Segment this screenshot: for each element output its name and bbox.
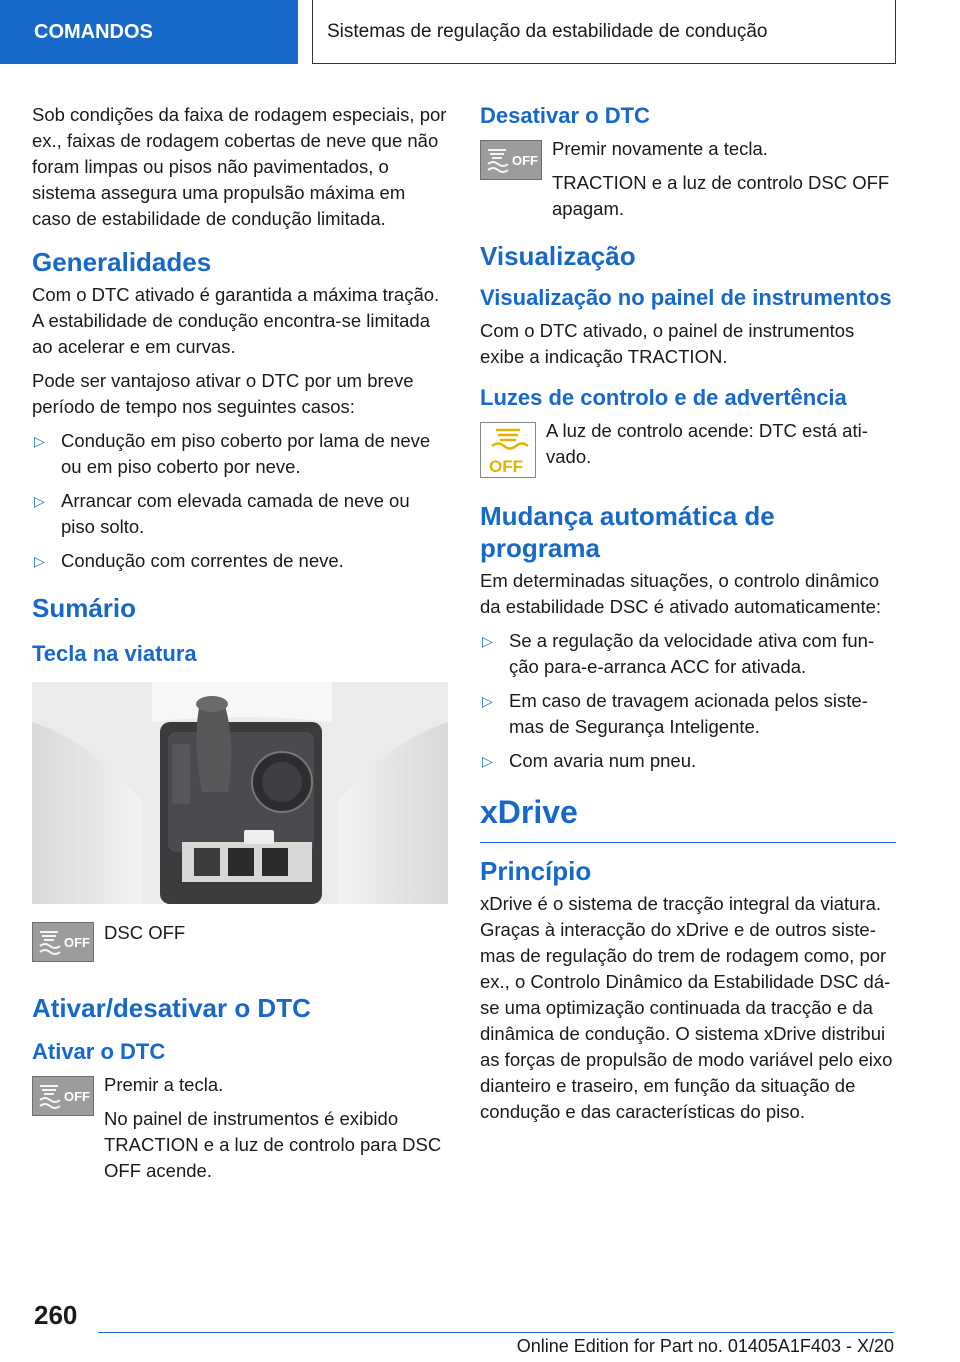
svg-text:OFF: OFF (64, 935, 90, 950)
right-column (480, 102, 896, 1133)
ativar-step-2: No painel de instrumentos é exibido TRACTION e a luz de controlo para DSC OFF acende. (104, 1108, 442, 1181)
footer-divider (98, 1332, 894, 1333)
list-item: ▷ Se a regulação da velocidade ativa com função para-e-arranca ACC for ativada. (482, 630, 875, 677)
heading-visualizacao: Visualização (480, 241, 636, 271)
list-item: ▷ Em caso de travagem acionada pelos sistemas de Segurança Inteligente. (482, 690, 868, 737)
principio-paragraph: xDrive é o sistema de tracção integral da viatura. Graças à interacção do xDrive e de outros sistemas de regulação do trem de rodagem como, por ex., o Controlo Dinâmico da Estabilidade DSC dá-se uma optimização continuada da tracção e da dinâmica de condução. O sistema xDrive distribui as forças de propulsão de modo variável pelo eixo dianteiro e traseiro, em função da situação de condução e das características do piso. (480, 893, 893, 1122)
luz-controlo-text: A luz de controlo acende: DTC está ativado. (546, 420, 868, 467)
generalidades-paragraph-2: Pode ser vantajoso ativar o DTC por um breve período de tempo nos seguintes casos: (32, 370, 414, 417)
page-number: 260 (34, 1300, 78, 1330)
heading-principio: Princípio (480, 856, 592, 886)
list-item: ▷ Condução em piso coberto por lama de neve ou em piso coberto por neve. (34, 430, 431, 477)
mudanca-paragraph: Em determinadas situações, o controlo dinâmico da estabilidade DSC é ativado automaticamente: (480, 570, 882, 617)
mudanca-list (480, 628, 896, 774)
dsc-off-button-icon (32, 922, 94, 962)
dtc-use-cases-list (32, 428, 448, 574)
svg-text:OFF: OFF (489, 457, 523, 476)
section-tab: COMANDOS (0, 0, 298, 64)
triangle-bullet-icon: ▷ (482, 753, 493, 769)
intro-paragraph: Sob condições da faixa de rodagem especiais, por ex., faixas de rodagem cobertas de neve que não foram limpas ou pisos não pavimentados, o sistema assegura uma propulsão máxima em caso de estabilidade de condução limitada. (32, 104, 447, 229)
svg-text:OFF: OFF (512, 153, 538, 168)
heading-sumario: Sumário (32, 593, 137, 623)
dsc-off-button-icon (32, 1076, 94, 1116)
chapter-title: Sistemas de regulação da estabilidade de condução (312, 0, 896, 64)
dsc-off-button-icon (480, 140, 542, 180)
triangle-bullet-icon: ▷ (482, 693, 493, 709)
desativar-step-2: TRACTION e a luz de controlo DSC OFF apagam. (552, 172, 890, 219)
heading-tecla: Tecla na viatura (32, 641, 197, 666)
desativar-row (480, 136, 896, 222)
triangle-bullet-icon: ▷ (34, 433, 45, 449)
heading-ativar: Ativar o DTC (32, 1039, 166, 1064)
heading-xdrive: xDrive (480, 796, 896, 843)
heading-visualizacao-painel: Visualização no painel de instrumentos (480, 285, 892, 310)
left-column (32, 102, 448, 1192)
triangle-bullet-icon: ▷ (34, 493, 45, 509)
triangle-bullet-icon: ▷ (34, 553, 45, 569)
triangle-bullet-icon: ▷ (482, 633, 493, 649)
dsc-warning-light-icon (480, 422, 536, 478)
list-item: ▷ Com avaria num pneu. (480, 748, 896, 774)
heading-ativar-desativar: Ativar/desativar o DTC (32, 993, 311, 1023)
visualizacao-paragraph: Com o DTC ativado, o painel de instrumentos exibe a indicação TRACTION. (480, 320, 855, 367)
heading-mudanca: Mudança automática de programa (480, 501, 775, 563)
center-console-photo (32, 682, 448, 904)
heading-luzes: Luzes de controlo e de advertência (480, 385, 847, 410)
dsc-off-label: DSC OFF (104, 922, 186, 943)
generalidades-paragraph-1: Com o DTC ativado é garantida a máxima tração. A estabilidade de condução encontra-se limitada ao acelerar e em curvas. (32, 284, 440, 357)
list-item: ▷ Condução com correntes de neve. (32, 548, 448, 574)
ativar-row (32, 1072, 448, 1184)
heading-generalidades: Generalidades (32, 247, 212, 277)
center-console-illustration (32, 682, 448, 904)
ativar-step-1: Premir a tecla. (104, 1074, 224, 1095)
list-item: ▷ Arrancar com elevada camada de neve ou piso solto. (34, 490, 410, 537)
svg-text:OFF: OFF (64, 1089, 90, 1104)
luz-controlo-row (480, 418, 896, 480)
desativar-step-1: Premir novamente a tecla. (552, 138, 768, 159)
edition-note: Online Edition for Part no. 01405A1F403 - X/20 (516, 1336, 894, 1356)
heading-desativar: Desativar o DTC (480, 103, 650, 128)
dsc-off-key-row (32, 918, 448, 974)
